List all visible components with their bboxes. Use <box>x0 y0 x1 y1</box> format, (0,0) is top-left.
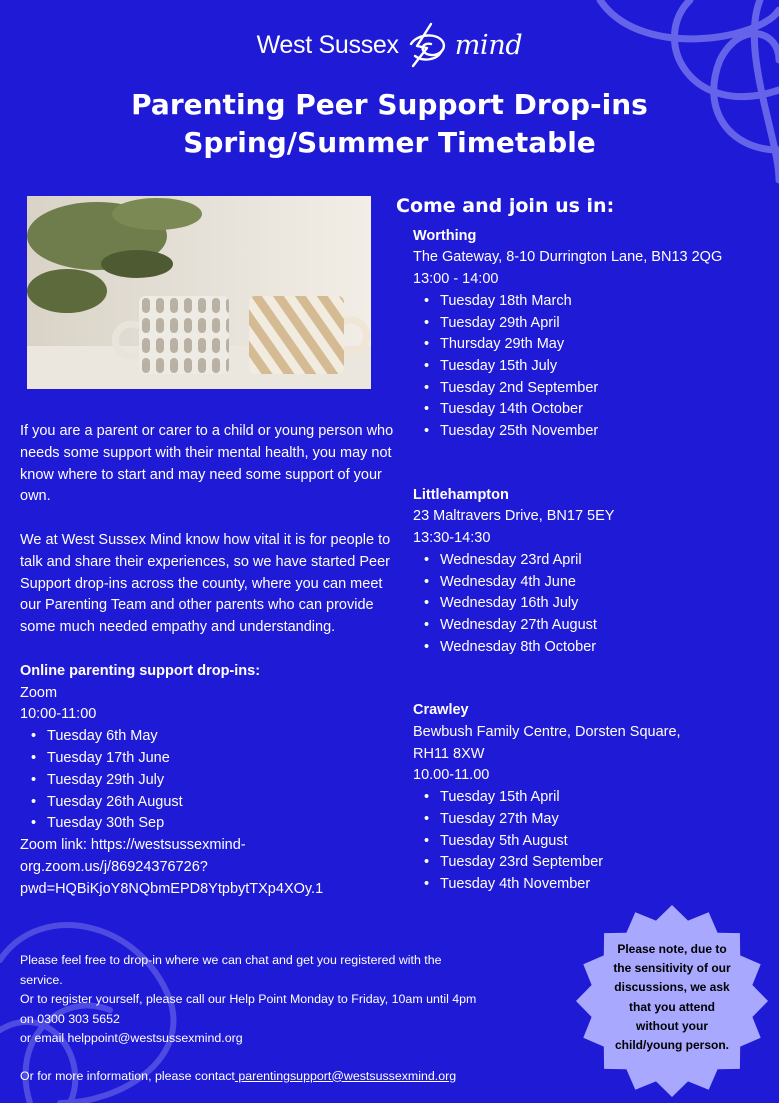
list-item: • Tuesday 23rd September <box>424 852 763 874</box>
zoom-link-line-1: Zoom link: https://westsussexmind- <box>20 837 246 854</box>
badge-line-3: discussions, we ask <box>614 980 730 995</box>
list-item: • Tuesday 4th November <box>424 874 763 896</box>
list-item: • Tuesday 29th July <box>31 770 400 792</box>
list-item: • Wednesday 27th August <box>424 615 763 637</box>
intro-paragraph-2: We at West Sussex Mind know how vital it is for people to talk and share their experiences, so we have started Peer Support drop-ins across the county, where you can meet our Parenting Team and other parents who can provide some much needed empathy and understanding. <box>20 531 391 636</box>
list-item: • Tuesday 6th May <box>31 726 400 748</box>
footer-line-3: Or to register yourself, please call our Help Point Monday to Friday, 10am until 4pm <box>20 992 477 1006</box>
list-item: • Tuesday 25th November <box>424 421 763 443</box>
title-line-1: Parenting Peer Support Drop-ins <box>131 88 648 121</box>
brand-mind: mind <box>454 29 523 61</box>
list-item: • Tuesday 27th May <box>424 809 763 831</box>
location-address: Bewbush Family Centre, Dorsten Square, <box>413 724 681 741</box>
list-item: • Tuesday 18th March <box>424 291 763 313</box>
footer-line-2: service. <box>20 972 63 987</box>
list-item: • Tuesday 26th August <box>31 792 400 814</box>
list-item: • Tuesday 2nd September <box>424 378 763 400</box>
list-item: • Thursday 29th May <box>424 334 763 356</box>
footer-line-1: Please feel free to drop-in where we can chat and get you registered with the <box>20 953 442 967</box>
zoom-link[interactable] <box>20 835 400 900</box>
location-dates-list <box>413 291 763 443</box>
footer-line-5: or email helppoint@westsussexmind.org <box>20 1031 243 1045</box>
contact-footer <box>20 951 580 1086</box>
list-item: • Wednesday 4th June <box>424 572 763 594</box>
list-item: • Tuesday 5th August <box>424 831 763 853</box>
zoom-link-line-3: pwd=HQBiKjoY8NQbmEPD8YtpbytTXp4XOy.1 <box>20 880 324 897</box>
zoom-link-line-2: org.zoom.us/j/86924376726? <box>20 858 208 875</box>
online-platform: Zoom <box>20 684 58 701</box>
footer-info-prefix: Or for more information, please contact <box>20 1068 235 1083</box>
badge-line-4: that you attend <box>629 999 715 1014</box>
list-item: • Tuesday 15th July <box>424 356 763 378</box>
mugs-photo <box>27 196 371 389</box>
location-name: Littlehampton <box>413 486 509 503</box>
mind-logo-icon <box>407 22 447 68</box>
list-item: • Tuesday 17th June <box>31 748 400 770</box>
location-address: The Gateway, 8-10 Durrington Lane, BN13 2QG <box>413 249 723 266</box>
footer-line-4: on 0300 303 5652 <box>20 1011 120 1026</box>
location-littlehampton <box>413 485 763 659</box>
parenting-email-link[interactable]: parentingsupport@westsussexmind.org <box>234 1068 457 1083</box>
list-item: • Tuesday 30th Sep <box>31 813 400 835</box>
location-address: 23 Maltravers Drive, BN17 5EY <box>413 508 615 525</box>
online-time: 10:00-11:00 <box>20 706 97 723</box>
location-name: Crawley <box>413 702 469 719</box>
list-item: • Wednesday 16th July <box>424 593 763 615</box>
notice-badge-text <box>590 940 754 1055</box>
footer-info <box>20 1067 580 1087</box>
title-line-2: Spring/Summer Timetable <box>183 126 596 159</box>
badge-line-6: child/young person. <box>614 1038 729 1053</box>
location-crawley <box>413 700 763 895</box>
join-heading: Come and join us in: <box>396 195 615 217</box>
badge-line-1: Please note, due to <box>617 942 727 956</box>
location-dates-list <box>413 787 763 896</box>
online-dates-list <box>20 726 400 835</box>
intro-paragraph-1: If you are a parent or carer to a child or young person who needs some support with their mental health, you may not know where to start and may need some support of your own. <box>20 423 394 505</box>
brand-name: West Sussex <box>256 30 399 59</box>
location-time: 13:00 - 14:00 <box>413 271 499 288</box>
intro-section <box>20 421 400 901</box>
list-item: • Wednesday 23rd April <box>424 550 763 572</box>
location-name: Worthing <box>413 227 477 244</box>
location-time: 13:30-14:30 <box>413 530 491 547</box>
online-heading: Online parenting support drop-ins: <box>20 662 261 679</box>
location-time: 10.00-11.00 <box>413 767 490 784</box>
list-item: • Tuesday 15th April <box>424 787 763 809</box>
badge-line-5: without your <box>636 1018 708 1033</box>
list-item: • Tuesday 29th April <box>424 313 763 335</box>
location-address-line-2: RH11 8XW <box>413 745 485 762</box>
page-title <box>0 86 779 162</box>
badge-line-2: the sensitivity of our <box>613 961 731 976</box>
locations-section <box>396 195 763 938</box>
list-item: • Wednesday 8th October <box>424 637 763 659</box>
location-dates-list <box>413 550 763 659</box>
list-item: • Tuesday 14th October <box>424 399 763 421</box>
brand-logo <box>0 22 779 68</box>
location-worthing <box>413 226 763 443</box>
